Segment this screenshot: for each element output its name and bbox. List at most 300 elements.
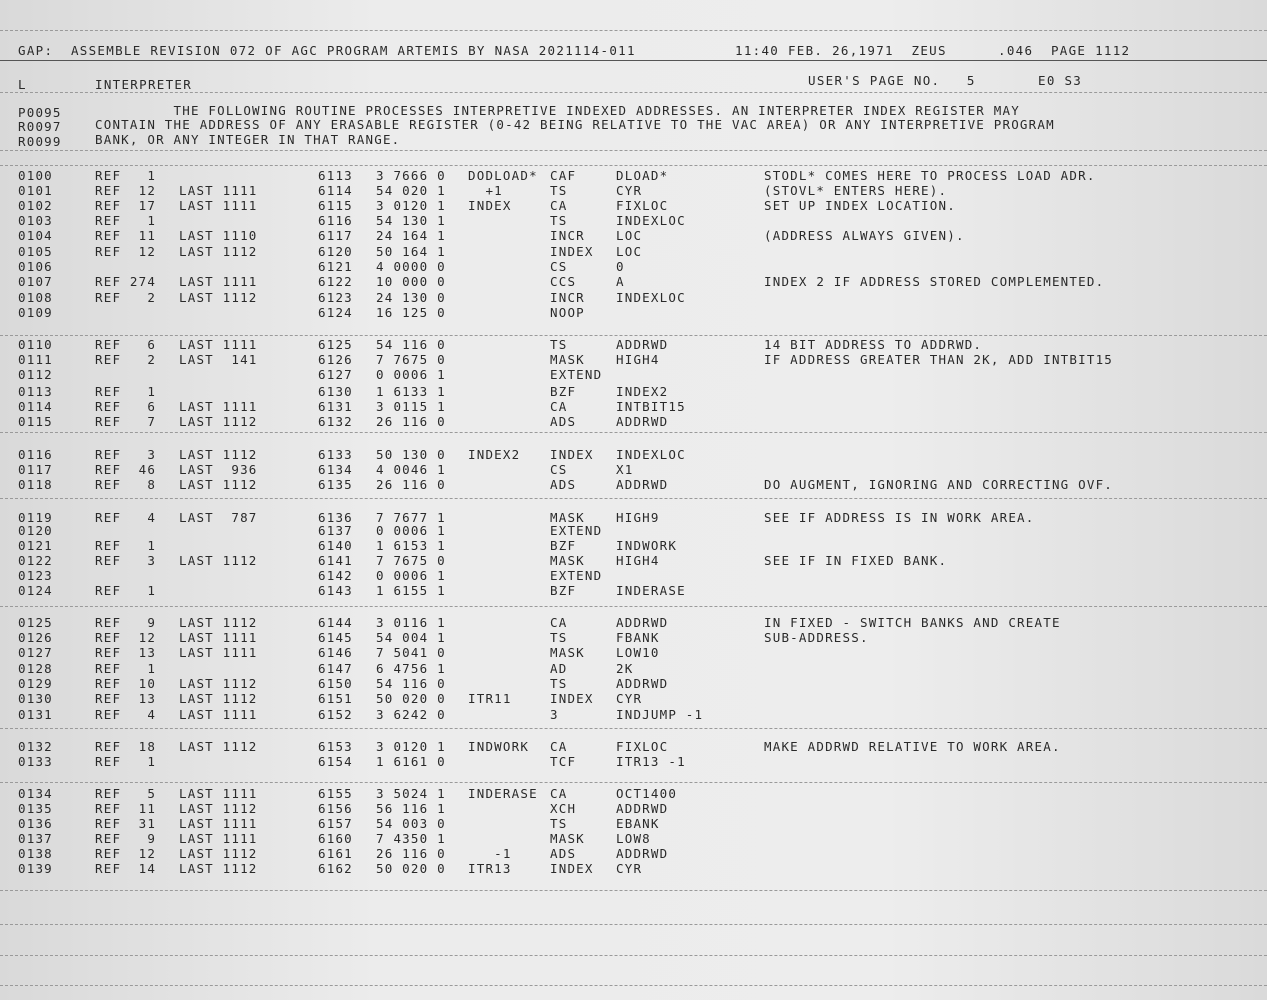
last-ref: LAST 1111 [179, 399, 258, 414]
paper-rule [0, 165, 1267, 166]
code-label: INDEX [468, 198, 512, 213]
opcode: BZF [550, 384, 577, 399]
line-number: 0134 [18, 786, 53, 801]
operand: INDERASE [616, 583, 686, 598]
code-comment: SET UP INDEX LOCATION. [764, 198, 956, 213]
machine-code: 3 0120 1 [376, 198, 446, 213]
operand: INTBIT15 [616, 399, 686, 414]
ref-count: REF 8 [95, 477, 157, 492]
machine-code: 3 7666 0 [376, 168, 446, 183]
line-number: 0119 [18, 510, 53, 525]
listing-row [0, 352, 1267, 367]
listing-row [0, 168, 1267, 183]
opcode: CCS [550, 274, 577, 289]
last-ref: LAST 1111 [179, 337, 258, 352]
opcode: TCF [550, 754, 577, 769]
memory-address: 6145 [318, 630, 353, 645]
machine-code: 16 125 0 [376, 305, 446, 320]
last-ref: LAST 1112 [179, 739, 258, 754]
last-ref: LAST 1111 [179, 645, 258, 660]
machine-code: 1 6153 1 [376, 538, 446, 553]
listing-row [0, 816, 1267, 831]
last-ref: LAST 141 [179, 352, 258, 367]
opcode: CA [550, 786, 568, 801]
code-label: INDWORK [468, 739, 530, 754]
code-comment: SEE IF IN FIXED BANK. [764, 553, 948, 568]
operand: ADDRWD [616, 477, 669, 492]
opcode: EXTEND [550, 367, 603, 382]
ref-count: REF 13 [95, 645, 157, 660]
memory-address: 6141 [318, 553, 353, 568]
ref-count: REF 2 [95, 290, 157, 305]
last-ref: LAST 1112 [179, 477, 258, 492]
listing-row [0, 831, 1267, 846]
intro-line-id: R0099 [18, 134, 62, 149]
page-number: .046 PAGE 1112 [998, 43, 1131, 58]
last-ref: LAST 1112 [179, 290, 258, 305]
last-ref: LAST 1111 [179, 183, 258, 198]
last-ref: LAST 1112 [179, 801, 258, 816]
ref-count: REF 1 [95, 583, 157, 598]
line-number: 0110 [18, 337, 53, 352]
memory-address: 6144 [318, 615, 353, 630]
opcode: CS [550, 462, 568, 477]
ref-count: REF 13 [95, 691, 157, 706]
ref-count: REF 9 [95, 615, 157, 630]
operand: INDEXLOC [616, 213, 686, 228]
operand: HIGH4 [616, 553, 660, 568]
listing-row [0, 676, 1267, 691]
code-comment: STODL* COMES HERE TO PROCESS LOAD ADR. [764, 168, 1096, 183]
memory-address: 6133 [318, 447, 353, 462]
opcode: EXTEND [550, 568, 603, 583]
paper-rule [0, 498, 1267, 499]
paper-rule [0, 890, 1267, 891]
code-comment: IF ADDRESS GREATER THAN 2K, ADD INTBIT15 [764, 352, 1114, 367]
listing-row [0, 183, 1267, 198]
code-label: INDERASE [468, 786, 538, 801]
ref-count: REF 18 [95, 739, 157, 754]
last-ref: LAST 1112 [179, 691, 258, 706]
machine-code: 54 116 0 [376, 676, 446, 691]
listing-row [0, 630, 1267, 645]
code-label: +1 [468, 183, 503, 198]
operand: DLOAD* [616, 168, 669, 183]
machine-code: 3 0120 1 [376, 739, 446, 754]
operand: INDEXLOC [616, 447, 686, 462]
memory-address: 6132 [318, 414, 353, 429]
ref-count: REF 11 [95, 228, 157, 243]
machine-code: 7 5041 0 [376, 645, 446, 660]
operand: INDEX2 [616, 384, 669, 399]
line-number: 0115 [18, 414, 53, 429]
intro-line-text: BANK, OR ANY INTEGER IN THAT RANGE. [95, 132, 401, 147]
listing-row [0, 739, 1267, 754]
machine-code: 10 000 0 [376, 274, 446, 289]
memory-address: 6117 [318, 228, 353, 243]
memory-address: 6113 [318, 168, 353, 183]
operand: ADDRWD [616, 846, 669, 861]
code-label: -1 [468, 846, 512, 861]
header-rule [0, 60, 1267, 61]
line-number: 0133 [18, 754, 53, 769]
machine-code: 50 020 0 [376, 691, 446, 706]
code-label: ITR11 [468, 691, 512, 706]
opcode: BZF [550, 538, 577, 553]
listing-row [0, 244, 1267, 259]
listing-row [0, 661, 1267, 676]
line-number: 0117 [18, 462, 53, 477]
listing-row [0, 213, 1267, 228]
opcode: INCR [550, 228, 585, 243]
listing-row [0, 399, 1267, 414]
machine-code: 0 0006 1 [376, 523, 446, 538]
machine-code: 3 0116 1 [376, 615, 446, 630]
ref-count: REF 3 [95, 553, 157, 568]
paper-rule [0, 606, 1267, 607]
memory-address: 6134 [318, 462, 353, 477]
line-number: 0114 [18, 399, 53, 414]
machine-code: 3 5024 1 [376, 786, 446, 801]
operand: FIXLOC [616, 739, 669, 754]
assembly-timestamp: 11:40 FEB. 26,1971 ZEUS [735, 43, 947, 58]
listing-row [0, 290, 1267, 305]
code-comment: IN FIXED - SWITCH BANKS AND CREATE [764, 615, 1061, 630]
opcode: TS [550, 183, 568, 198]
ref-count: REF 10 [95, 676, 157, 691]
operand: HIGH4 [616, 352, 660, 367]
opcode: MASK [550, 352, 585, 367]
line-number: 0118 [18, 477, 53, 492]
ref-count: REF 4 [95, 707, 157, 722]
listing-row [0, 846, 1267, 861]
machine-code: 54 116 0 [376, 337, 446, 352]
opcode: CAF [550, 168, 577, 183]
listing-row [0, 198, 1267, 213]
listing-row [0, 367, 1267, 382]
machine-code: 50 130 0 [376, 447, 446, 462]
line-number: 0113 [18, 384, 53, 399]
memory-address: 6140 [318, 538, 353, 553]
ref-count: REF 4 [95, 510, 157, 525]
ref-count: REF 17 [95, 198, 157, 213]
code-comment: (ADDRESS ALWAYS GIVEN). [764, 228, 965, 243]
opcode: TS [550, 213, 568, 228]
opcode: XCH [550, 801, 577, 816]
intro-line-id: R0097 [18, 119, 62, 134]
line-number: 0111 [18, 352, 53, 367]
memory-address: 6137 [318, 523, 353, 538]
listing-row [0, 228, 1267, 243]
code-label: ITR13 [468, 861, 512, 876]
operand: INDJUMP -1 [616, 707, 704, 722]
line-number: 0103 [18, 213, 53, 228]
operand: 2K [616, 661, 634, 676]
line-number: 0127 [18, 645, 53, 660]
ref-count: REF 31 [95, 816, 157, 831]
machine-code: 0 0006 1 [376, 568, 446, 583]
operand: CYR [616, 183, 643, 198]
paper-rule [0, 985, 1267, 986]
machine-code: 50 020 0 [376, 861, 446, 876]
opcode: NOOP [550, 305, 585, 320]
memory-address: 6120 [318, 244, 353, 259]
machine-code: 3 0115 1 [376, 399, 446, 414]
opcode: INDEX [550, 861, 594, 876]
machine-code: 1 6161 0 [376, 754, 446, 769]
machine-code: 26 116 0 [376, 846, 446, 861]
memory-address: 6150 [318, 676, 353, 691]
operand: INDEXLOC [616, 290, 686, 305]
last-ref: LAST 1111 [179, 786, 258, 801]
listing-row [0, 645, 1267, 660]
user-page-number: USER'S PAGE NO. 5 [808, 73, 976, 88]
intro-line-text: THE FOLLOWING ROUTINE PROCESSES INTERPRETIVE INDEXED ADDRESSES. AN INTERPRETER INDEX REGISTER MAY [95, 103, 1020, 118]
listing-row [0, 786, 1267, 801]
machine-code: 54 003 0 [376, 816, 446, 831]
code-comment: MAKE ADDRWD RELATIVE TO WORK AREA. [764, 739, 1061, 754]
listing-row [0, 259, 1267, 274]
opcode: EXTEND [550, 523, 603, 538]
memory-address: 6146 [318, 645, 353, 660]
line-number: 0107 [18, 274, 53, 289]
operand: LOW8 [616, 831, 651, 846]
opcode: CA [550, 615, 568, 630]
last-ref: LAST 1111 [179, 707, 258, 722]
line-number: 0120 [18, 523, 53, 538]
memory-address: 6126 [318, 352, 353, 367]
listing-row [0, 447, 1267, 462]
opcode: INDEX [550, 691, 594, 706]
memory-address: 6114 [318, 183, 353, 198]
machine-code: 7 4350 1 [376, 831, 446, 846]
memory-address: 6154 [318, 754, 353, 769]
machine-code: 24 164 1 [376, 228, 446, 243]
machine-code: 24 130 0 [376, 290, 446, 305]
operand: CYR [616, 861, 643, 876]
listing-row [0, 305, 1267, 320]
paper-rule [0, 92, 1267, 93]
memory-address: 6123 [318, 290, 353, 305]
listing-row [0, 523, 1267, 538]
opcode: MASK [550, 510, 585, 525]
memory-address: 6147 [318, 661, 353, 676]
listing-row [0, 707, 1267, 722]
paper-rule [0, 924, 1267, 925]
opcode: INDEX [550, 447, 594, 462]
machine-code: 7 7675 0 [376, 553, 446, 568]
last-ref: LAST 1112 [179, 846, 258, 861]
intro-line-id: P0095 [18, 105, 62, 120]
opcode: TS [550, 676, 568, 691]
operand: ADDRWD [616, 337, 669, 352]
machine-code: 56 116 1 [376, 801, 446, 816]
opcode: BZF [550, 583, 577, 598]
line-number: 0135 [18, 801, 53, 816]
listing-row [0, 274, 1267, 289]
ref-count: REF 3 [95, 447, 157, 462]
operand: HIGH9 [616, 510, 660, 525]
code-label: INDEX2 [468, 447, 521, 462]
opcode: INDEX [550, 244, 594, 259]
ref-count: REF 12 [95, 244, 157, 259]
listing-row [0, 462, 1267, 477]
memory-address: 6121 [318, 259, 353, 274]
line-number: 0126 [18, 630, 53, 645]
operand: FIXLOC [616, 198, 669, 213]
opcode: CA [550, 739, 568, 754]
listing-row [0, 801, 1267, 816]
code-label: DODLOAD* [468, 168, 538, 183]
opcode: INCR [550, 290, 585, 305]
last-ref: LAST 936 [179, 462, 258, 477]
listing-row [0, 861, 1267, 876]
line-number: 0124 [18, 583, 53, 598]
line-number: 0131 [18, 707, 53, 722]
paper-rule [0, 150, 1267, 151]
memory-address: 6162 [318, 861, 353, 876]
memory-address: 6131 [318, 399, 353, 414]
ref-count: REF 12 [95, 630, 157, 645]
last-ref: LAST 1112 [179, 861, 258, 876]
operand: X1 [616, 462, 634, 477]
ref-count: REF 12 [95, 183, 157, 198]
memory-address: 6115 [318, 198, 353, 213]
memory-address: 6160 [318, 831, 353, 846]
operand: INDWORK [616, 538, 678, 553]
opcode: MASK [550, 553, 585, 568]
line-number: 0137 [18, 831, 53, 846]
line-number: 0129 [18, 676, 53, 691]
line-number: 0136 [18, 816, 53, 831]
section-name: INTERPRETER [95, 77, 193, 92]
memory-address: 6122 [318, 274, 353, 289]
listing-row [0, 583, 1267, 598]
opcode: AD [550, 661, 568, 676]
paper-rule [0, 955, 1267, 956]
paper-rule [0, 782, 1267, 783]
last-ref: LAST 1112 [179, 615, 258, 630]
ref-count: REF 14 [95, 861, 157, 876]
last-ref: LAST 787 [179, 510, 258, 525]
line-number: 0101 [18, 183, 53, 198]
machine-code: 4 0000 0 [376, 259, 446, 274]
listing-row [0, 691, 1267, 706]
code-comment: (STOVL* ENTERS HERE). [764, 183, 948, 198]
memory-address: 6157 [318, 816, 353, 831]
listing-type: L [18, 77, 27, 92]
machine-code: 6 4756 1 [376, 661, 446, 676]
last-ref: LAST 1112 [179, 447, 258, 462]
opcode: ADS [550, 846, 577, 861]
listing-row [0, 754, 1267, 769]
machine-code: 1 6133 1 [376, 384, 446, 399]
ref-count: REF 1 [95, 384, 157, 399]
line-number: 0112 [18, 367, 53, 382]
last-ref: LAST 1111 [179, 198, 258, 213]
line-number: 0128 [18, 661, 53, 676]
operand: CYR [616, 691, 643, 706]
listing-row [0, 477, 1267, 492]
last-ref: LAST 1111 [179, 274, 258, 289]
memory-address: 6151 [318, 691, 353, 706]
memory-address: 6125 [318, 337, 353, 352]
listing-row [0, 414, 1267, 429]
line-number: 0132 [18, 739, 53, 754]
opcode: ADS [550, 414, 577, 429]
opcode: TS [550, 816, 568, 831]
memory-address: 6116 [318, 213, 353, 228]
paper-rule [0, 728, 1267, 729]
last-ref: LAST 1112 [179, 244, 258, 259]
line-number: 0139 [18, 861, 53, 876]
operand: EBANK [616, 816, 660, 831]
ref-count: REF 1 [95, 213, 157, 228]
line-number: 0121 [18, 538, 53, 553]
memory-address: 6142 [318, 568, 353, 583]
operand: ADDRWD [616, 414, 669, 429]
ref-count: REF 6 [95, 337, 157, 352]
ref-count: REF 12 [95, 846, 157, 861]
memory-address: 6135 [318, 477, 353, 492]
memory-address: 6143 [318, 583, 353, 598]
memory-address: 6155 [318, 786, 353, 801]
intro-line-text: CONTAIN THE ADDRESS OF ANY ERASABLE REGISTER (0-42 BEING RELATIVE TO THE VAC AREA) OR ANY INTERPRETIVE PROGRAM [95, 117, 1055, 132]
ref-count: REF 7 [95, 414, 157, 429]
opcode: CS [550, 259, 568, 274]
machine-code: 54 004 1 [376, 630, 446, 645]
operand: LOW10 [616, 645, 660, 660]
opcode: TS [550, 630, 568, 645]
memory-address: 6124 [318, 305, 353, 320]
paper-rule [0, 432, 1267, 433]
paper-rule [0, 335, 1267, 336]
machine-code: 4 0046 1 [376, 462, 446, 477]
machine-code: 7 7675 0 [376, 352, 446, 367]
last-ref: LAST 1111 [179, 630, 258, 645]
code-comment: INDEX 2 IF ADDRESS STORED COMPLEMENTED. [764, 274, 1105, 289]
operand: OCT1400 [616, 786, 678, 801]
opcode: TS [550, 337, 568, 352]
machine-code: 3 6242 0 [376, 707, 446, 722]
machine-code: 0 0006 1 [376, 367, 446, 382]
line-number: 0130 [18, 691, 53, 706]
ref-count: REF 1 [95, 661, 157, 676]
machine-code: 54 130 1 [376, 213, 446, 228]
last-ref: LAST 1110 [179, 228, 258, 243]
last-ref: LAST 1111 [179, 831, 258, 846]
line-number: 0123 [18, 568, 53, 583]
operand: 0 [616, 259, 625, 274]
ref-count: REF 1 [95, 168, 157, 183]
last-ref: LAST 1111 [179, 816, 258, 831]
machine-code: 50 164 1 [376, 244, 446, 259]
operand: LOC [616, 228, 643, 243]
machine-code: 7 7677 1 [376, 510, 446, 525]
ref-count: REF 2 [95, 352, 157, 367]
operand: ADDRWD [616, 615, 669, 630]
ref-count: REF 11 [95, 801, 157, 816]
assembly-title: GAP: ASSEMBLE REVISION 072 OF AGC PROGRAM ARTEMIS BY NASA 2021114-011 [18, 43, 636, 58]
machine-code: 26 116 0 [376, 477, 446, 492]
ref-count: REF 46 [95, 462, 157, 477]
machine-code: 26 116 0 [376, 414, 446, 429]
memory-address: 6127 [318, 367, 353, 382]
line-number: 0105 [18, 244, 53, 259]
ref-count: REF 5 [95, 786, 157, 801]
memory-address: 6130 [318, 384, 353, 399]
ref-count: REF 9 [95, 831, 157, 846]
